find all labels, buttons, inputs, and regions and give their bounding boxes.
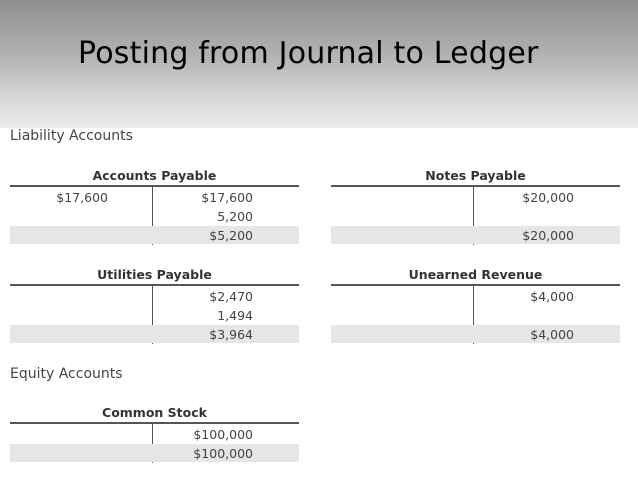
credit-cell: $5,200 bbox=[209, 228, 253, 243]
t-account-unearned-revenue bbox=[331, 267, 620, 342]
t-account-top-line bbox=[331, 284, 620, 286]
t-account-utilities-payable bbox=[10, 267, 299, 342]
ledger-row bbox=[10, 207, 299, 225]
slide-title: Posting from Journal to Ledger bbox=[78, 36, 539, 71]
credit-cell: $100,000 bbox=[193, 427, 253, 442]
t-account-top-line bbox=[10, 185, 299, 187]
ledger-balance-row bbox=[10, 444, 299, 462]
credit-cell: $2,470 bbox=[209, 289, 253, 304]
ledger-row bbox=[10, 188, 299, 206]
debit-cell bbox=[10, 326, 108, 343]
debit-cell bbox=[10, 208, 108, 225]
debit-cell bbox=[331, 227, 429, 244]
credit-cell: $20,000 bbox=[522, 190, 574, 205]
t-account-top-line bbox=[331, 185, 620, 187]
credit-cell: $4,000 bbox=[530, 289, 574, 304]
ledger-row bbox=[10, 287, 299, 305]
ledger-row bbox=[331, 207, 620, 225]
section-title-liability: Liability Accounts bbox=[10, 128, 133, 144]
debit-cell bbox=[10, 445, 108, 462]
debit-cell bbox=[331, 189, 429, 206]
ledger-row bbox=[331, 306, 620, 324]
debit-cell bbox=[10, 426, 108, 443]
ledger-balance-row bbox=[331, 325, 620, 343]
ledger-row bbox=[10, 306, 299, 324]
credit-cell: 5,200 bbox=[217, 209, 253, 224]
ledger-row bbox=[331, 188, 620, 206]
account-name: Utilities Payable bbox=[97, 267, 212, 282]
credit-cell bbox=[476, 208, 574, 225]
ledger-row bbox=[331, 287, 620, 305]
ledger-balance-row bbox=[10, 325, 299, 343]
debit-cell bbox=[331, 307, 429, 324]
credit-cell: $4,000 bbox=[530, 327, 574, 342]
debit-cell: $17,600 bbox=[56, 190, 108, 205]
debit-cell bbox=[10, 288, 108, 305]
debit-cell bbox=[331, 326, 429, 343]
t-account-top-line bbox=[10, 284, 299, 286]
ledger-balance-row bbox=[331, 226, 620, 244]
t-account-accounts-payable bbox=[10, 168, 299, 243]
credit-cell: 1,494 bbox=[217, 308, 253, 323]
debit-cell bbox=[331, 208, 429, 225]
credit-cell: $17,600 bbox=[201, 190, 253, 205]
credit-cell: $20,000 bbox=[522, 228, 574, 243]
slide-header bbox=[0, 0, 638, 128]
debit-cell bbox=[10, 227, 108, 244]
t-account-common-stock bbox=[10, 405, 299, 465]
t-account-top-line bbox=[10, 422, 299, 424]
debit-cell bbox=[331, 288, 429, 305]
account-name: Common Stock bbox=[102, 405, 207, 420]
credit-cell bbox=[476, 307, 574, 324]
ledger-row bbox=[10, 425, 299, 443]
account-name: Notes Payable bbox=[425, 168, 526, 183]
credit-cell: $100,000 bbox=[193, 446, 253, 461]
section-title-equity: Equity Accounts bbox=[10, 366, 123, 382]
ledger-balance-row bbox=[10, 226, 299, 244]
debit-cell bbox=[10, 307, 108, 324]
account-name: Accounts Payable bbox=[92, 168, 217, 183]
account-name: Unearned Revenue bbox=[408, 267, 543, 282]
credit-cell: $3,964 bbox=[209, 327, 253, 342]
t-account-notes-payable bbox=[331, 168, 620, 243]
